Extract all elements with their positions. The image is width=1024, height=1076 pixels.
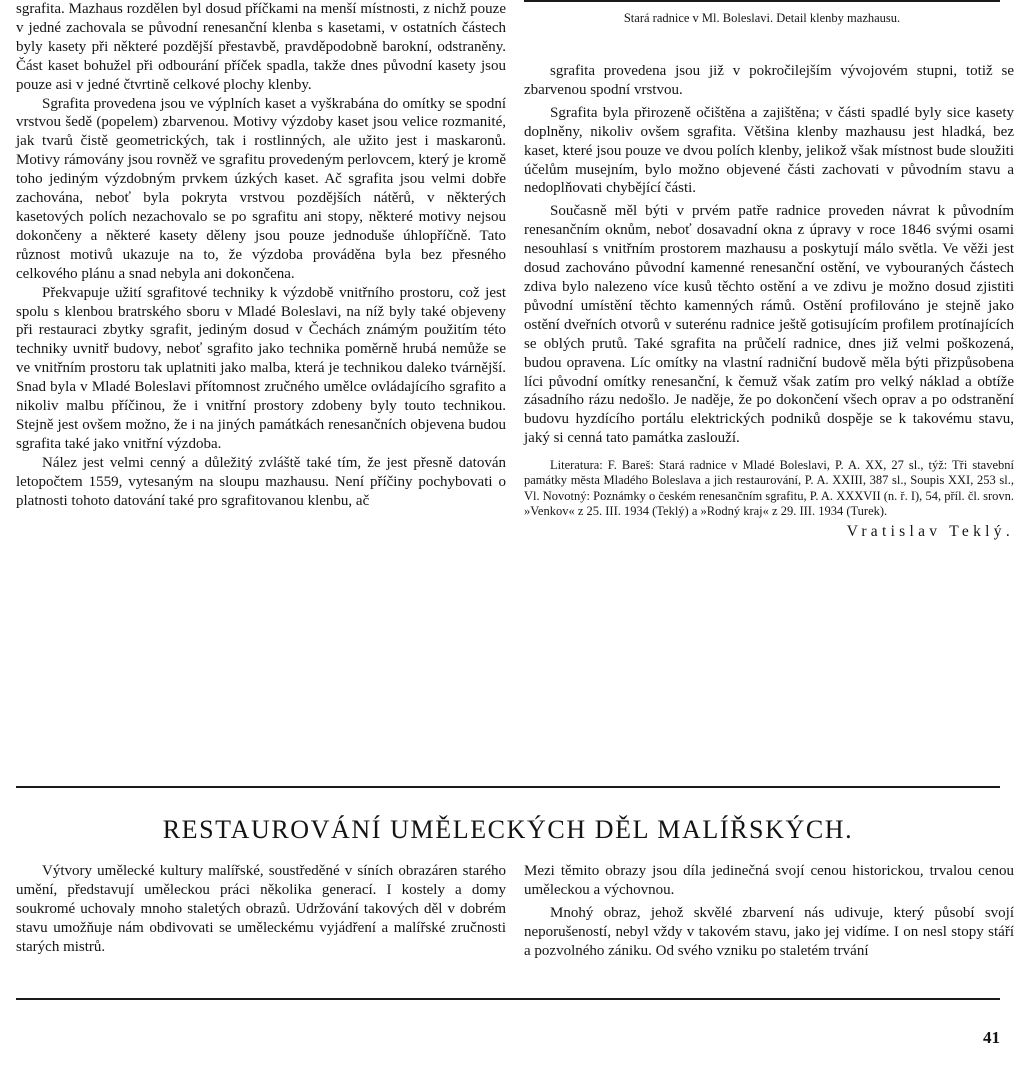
bottom-divider <box>16 998 1000 1000</box>
literature-note: Literatura: F. Bareš: Stará radnice v Mladé Boleslavi, P. A. XX, 27 sl., týž: Tři stavební památky města Mladého Boleslava a jich restaurování, P. A. XXIII, 387 sl., Soupis XXI, 253 sl., Vl. Novotný: Poznámky o českém renesančním sgrafitu, P. A. XXXVII (n. ř. I), 54, příl. čl. srovn. »Venkov« z 25. III. 1934 (Teklý) a »Rodný kraj« z 29. III. 1934 (Turek). <box>524 458 1014 518</box>
paragraph: Sgrafita provedena jsou ve výplních kaset a vyškrabána do omítky se spodní vrstvou šedě (popelem) zbarvenou. Motivy výzdoby kaset jsou velice rozmanité, jak tvarů čistě geometrických, tak i rostlinných, ale užito jest i maskaronů. Motivy rámovány jsou rovněž ve sgrafitu provedeným perlovcem, který je kromě toho jediným výzdobným prvkem úzkých kaset. Ač sgrafita jsou velmi dobře zachována, neboť byla pokryta vrstvou pozdějších nátěrů, v některých kasetových polích nezachovalo se po sgrafitu ani stopy, některé motivy nejsou dokončeny a některé kasety děleny jsou pouze jednoduše úhlopříčně. Tato různost motivů ukazuje na to, že výzdoba prováděna byla bez přesného celkového plánu a snad nebyla ani dokončena. <box>16 95 506 282</box>
right-column-top <box>524 62 1014 542</box>
paragraph: Nález jest velmi cenný a důležitý zvláště také tím, že jest přesně datován letopočtem 1559, vytesaným na sloupu mazhausu. Není příčiny pochybovati o platnosti tohoto datování také pro sgrafitovanou klenbu, ač <box>16 454 506 509</box>
left-column-top <box>16 0 506 510</box>
paragraph: sgrafita. Mazhaus rozdělen byl dosud příčkami na menší místnosti, z nichž pouze v jedné zachovala se původní renesanční klenba s kasetami, v ostatních částech byly kasety při některé pozdější přestavbě, pravděpodobně barokní, odstraněny. Část kaset bohužel při odbourání příček spadla, takže dnes původní kasety jsou pouze asi v jedné čtvrtině celkové plochy klenby. <box>16 1 506 93</box>
paragraph: Současně měl býti v prvém patře radnice proveden návrat k původním renesančním oknům, neboť dosavadní okna z úpravy v roce 1846 svými osami nesouhlasí s vnitřním prostorem mazhausu a poskytují málo světla. Ve věži jest dosud zachováno původní kamenné renesanční ostění, ve vybouraných částech zdiva bylo nalezeno více kusů těchto ostění a ve zdivu je možno dosud zjistiti původní umístění těchto kamenných rámů. Ostění profilováno je stejně jako ostění dveřních otvorů v suterénu radnice ještě gotisujícím profilem protínajících se oblých prutů. Také sgrafita na průčelí radnice, dnes již velmi poškozená, budou opravena. Líc omítky na vlastní radniční budově měla býti přizpůsobena líci původní omítky renesanční, k čemuž však zatím pro velký náklad a obtíže zásadního rázu nedošlo. Je naděje, že po dokončení všech oprav a po odstranění budovu hyzdícího portálu elektrických podniků dospěje se k takovému stavu, jaký si cenná tato památka zaslouží. <box>524 203 1014 447</box>
caption-top-rule <box>524 0 1000 2</box>
section-title: RESTAUROVÁNÍ UMĚLECKÝCH DĚL MALÍŘSKÝCH. <box>162 815 854 844</box>
paragraph: Sgrafita byla přirozeně očištěna a zajištěna; v části spadlé byly sice kasety doplněny, nikoliv ovšem sgrafita. Většina klenby mazhausu jest hladká, bez kaset, které jsou pouze ve dvou polích klenby, jelikož však místnost bude sloužiti účelům musejním, bylo možno objevené části zachovati v původním stavu a nedoplňovati chybějící části. <box>524 104 1014 197</box>
paragraph: Výtvory umělecké kultury malířské, soustředěné v síních obrazáren starého umění, představují uměleckou práci několika generací. I kostely a domy soukromé uchovaly mnoho staletých obrazů. Udržování takových děl v dobrém stavu umožňuje nám obdivovati se uměleckému vyjádření a malířské zručnosti starých mistrů. <box>16 863 506 955</box>
page-number: 41 <box>983 1028 1000 1047</box>
section-divider <box>16 786 1000 788</box>
paragraph: Mnohý obraz, jehož skvělé zbarvení nás udivuje, který působí svojí neporušeností, nebyl vždy v takovém stavu, jako jej vidíme. I on nesl stopy stáří a pozvolného zániku. Od svého vzniku po staletém trvání <box>524 904 1014 959</box>
figure-caption: Stará radnice v Ml. Boleslavi. Detail klenby mazhausu. <box>623 11 901 25</box>
author-signature: Vratislav Teklý. <box>846 522 1014 540</box>
paragraph: sgrafita provedena jsou již v pokročilejším vývojovém stupni, totiž se zbarvenou spodní vrstvou. <box>524 63 1014 98</box>
paragraph: Překvapuje užití sgrafitové techniky k výzdobě vnitřního prostoru, což jest spolu s klenbou bratrského sboru v Mladé Boleslavi, na níž byly také objeveny při restauraci zbytky sgrafit, jediným dosud v Čechách známým použitím této techniky uvnitř budovy, neboť sgrafito jako technika poměrně hrubá nemůže se ve vnitřním prostoru tak uplatniti jako malba, která je technikou daleko tvárnější. Snad byla v Mladé Boleslavi přítomnost zručného umělce ovládajícího sgrafito a nikoliv malbu příčinou, že i vnitřní prostory zdobeny byly touto technikou. Stejně jest ovšem možno, že i na jiných památkách renesančních objevena budou sgrafita také jako vnitřní výzdoba. <box>16 284 506 452</box>
left-column-bottom <box>16 862 506 957</box>
right-column-bottom <box>524 862 1014 961</box>
paragraph: Mezi těmito obrazy jsou díla jedinečná svojí cenou historickou, trvalou cenou uměleckou a výchovnou. <box>524 863 1014 898</box>
